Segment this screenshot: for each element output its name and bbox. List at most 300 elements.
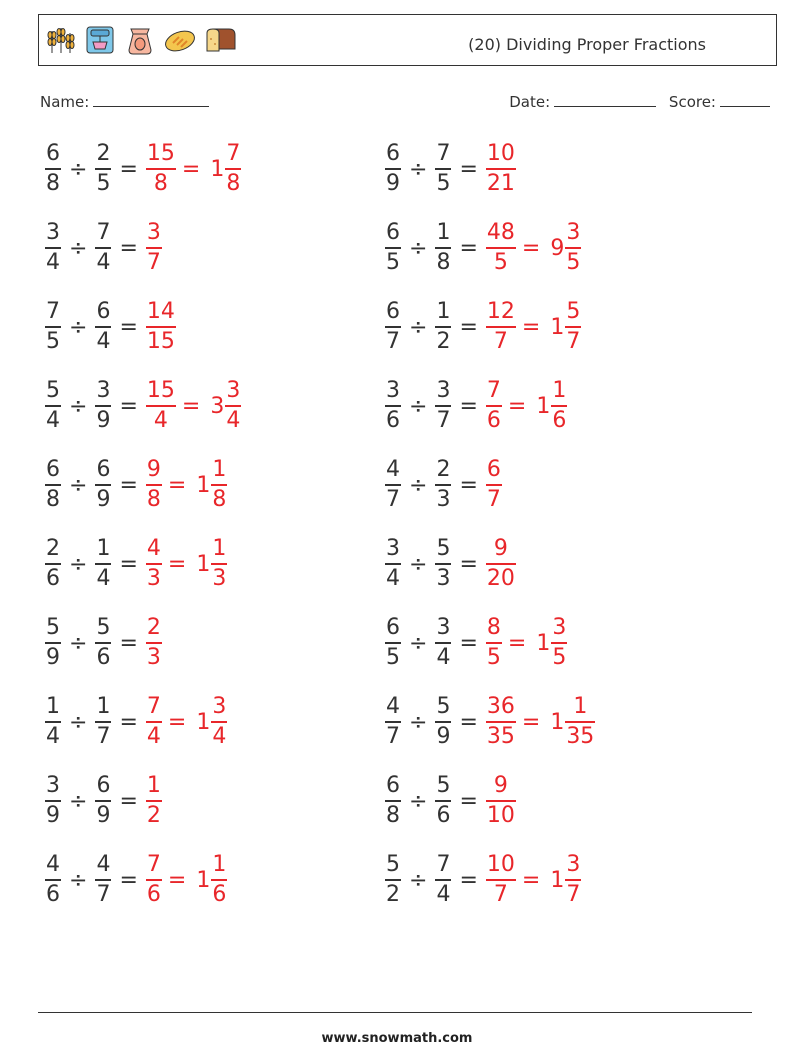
equals-sign: = — [459, 630, 478, 656]
denominator: 5 — [96, 170, 111, 196]
denominator: 8 — [146, 486, 161, 512]
equals-sign: = — [459, 551, 478, 577]
denominator: 7 — [96, 881, 111, 907]
numerator: 6 — [386, 299, 400, 325]
denominator: 9 — [96, 486, 111, 512]
denominator: 4 — [226, 407, 241, 433]
problem-item — [45, 454, 227, 516]
numerator: 2 — [146, 615, 161, 641]
bread-loaf-icon — [163, 23, 197, 57]
numerator: 3 — [436, 615, 451, 641]
equals-sign: = — [119, 314, 138, 340]
equals-sign: = — [167, 551, 187, 577]
divisor-fraction — [95, 854, 111, 906]
numerator: 4 — [46, 852, 60, 878]
numerator: 1 — [46, 694, 60, 720]
dividend-fraction — [45, 617, 61, 669]
divisor-fraction — [95, 617, 111, 669]
divisor-fraction — [95, 301, 111, 353]
equals-sign: = — [119, 235, 138, 261]
numerator: 3 — [46, 220, 60, 246]
problem-item — [385, 296, 581, 358]
problem-item — [385, 217, 581, 279]
divisor-fraction — [435, 617, 451, 669]
denominator: 35 — [566, 723, 595, 749]
denominator: 7 — [386, 723, 400, 749]
divide-sign: ÷ — [69, 314, 88, 340]
problem-item — [45, 770, 162, 832]
denominator: 4 — [386, 565, 400, 591]
score-label: Score: — [668, 93, 716, 111]
answer-fraction — [146, 380, 176, 432]
equals-sign: = — [459, 472, 478, 498]
numerator: 5 — [436, 536, 451, 562]
equals-sign: = — [119, 472, 138, 498]
dividend-fraction — [385, 617, 401, 669]
stand-mixer-icon — [83, 23, 117, 57]
numerator: 4 — [386, 694, 400, 720]
divide-sign: ÷ — [409, 630, 428, 656]
denominator: 4 — [46, 407, 60, 433]
divide-sign: ÷ — [409, 709, 428, 735]
answer — [486, 854, 581, 906]
numerator: 4 — [146, 536, 161, 562]
divisor-fraction — [435, 854, 451, 906]
numerator: 7 — [146, 694, 161, 720]
divisor-fraction — [95, 538, 111, 590]
dividend-fraction — [385, 854, 401, 906]
denominator: 7 — [146, 249, 161, 275]
footer-divider — [38, 1012, 752, 1013]
problem-item — [45, 849, 227, 911]
denominator: 4 — [46, 249, 60, 275]
denominator: 35 — [486, 723, 515, 749]
mixed-whole: 1 — [550, 709, 565, 735]
divide-sign: ÷ — [69, 709, 88, 735]
problem-item — [45, 612, 162, 674]
divisor-fraction — [435, 775, 451, 827]
denominator: 8 — [46, 170, 60, 196]
numerator: 5 — [566, 299, 581, 325]
denominator: 7 — [566, 881, 581, 907]
mixed-fraction — [565, 301, 581, 353]
divide-sign: ÷ — [69, 393, 88, 419]
denominator: 9 — [96, 802, 111, 828]
numerator: 7 — [436, 852, 451, 878]
denominator: 9 — [46, 644, 60, 670]
denominator: 2 — [386, 881, 400, 907]
mixed-whole: 9 — [550, 235, 565, 261]
numerator: 36 — [486, 694, 515, 720]
dividend-fraction — [385, 143, 401, 195]
equals-sign: = — [459, 393, 478, 419]
answer — [486, 459, 502, 511]
divisor-fraction — [435, 380, 451, 432]
denominator: 4 — [96, 328, 111, 354]
divide-sign: ÷ — [409, 551, 428, 577]
mixed-whole: 1 — [196, 709, 211, 735]
denominator: 3 — [212, 565, 227, 591]
denominator: 6 — [386, 407, 400, 433]
denominator: 6 — [46, 565, 60, 591]
equals-sign: = — [119, 551, 138, 577]
dividend-fraction — [45, 380, 61, 432]
divide-sign: ÷ — [409, 314, 428, 340]
mixed-fraction — [211, 538, 227, 590]
answer — [146, 301, 176, 353]
equals-sign: = — [119, 709, 138, 735]
numerator: 6 — [386, 220, 400, 246]
equals-sign: = — [167, 472, 187, 498]
divide-sign: ÷ — [409, 393, 428, 419]
denominator: 5 — [486, 644, 501, 670]
problem-item — [385, 533, 516, 595]
answer — [486, 617, 567, 669]
answer — [146, 538, 227, 590]
answer-fraction — [486, 301, 516, 353]
problem-item — [385, 375, 567, 437]
numerator: 3 — [552, 615, 567, 641]
divide-sign: ÷ — [69, 235, 88, 261]
answer-fraction — [486, 854, 516, 906]
denominator: 5 — [386, 644, 400, 670]
numerator: 1 — [212, 457, 227, 483]
answer-fraction — [146, 696, 162, 748]
numerator: 6 — [486, 457, 501, 483]
mixed-fraction — [551, 617, 567, 669]
footer-url: www.snowmath.com — [321, 1031, 473, 1046]
equals-sign: = — [119, 867, 138, 893]
mixed-fraction — [551, 380, 567, 432]
denominator: 8 — [436, 249, 451, 275]
numerator: 12 — [486, 299, 515, 325]
mixed-fraction — [565, 696, 595, 748]
dividend-fraction — [385, 696, 401, 748]
equals-sign: = — [167, 709, 187, 735]
equals-sign: = — [181, 156, 201, 182]
divide-sign: ÷ — [409, 788, 428, 814]
divisor-fraction — [95, 459, 111, 511]
wheat-icon — [43, 23, 77, 57]
answer — [146, 222, 162, 274]
numerator: 1 — [96, 536, 111, 562]
answer — [146, 143, 241, 195]
equals-sign: = — [459, 867, 478, 893]
equals-sign: = — [181, 393, 201, 419]
equals-sign: = — [119, 630, 138, 656]
numerator: 7 — [146, 852, 161, 878]
mixed-fraction — [565, 854, 581, 906]
dividend-fraction — [385, 459, 401, 511]
worksheet-header — [38, 14, 777, 66]
divisor-fraction — [435, 222, 451, 274]
equals-sign: = — [521, 314, 541, 340]
numerator: 3 — [212, 694, 227, 720]
numerator: 1 — [573, 694, 588, 720]
mixed-whole: 1 — [536, 630, 551, 656]
denominator: 8 — [212, 486, 227, 512]
mixed-fraction — [211, 696, 227, 748]
divide-sign: ÷ — [69, 472, 88, 498]
numerator: 2 — [436, 457, 451, 483]
denominator: 3 — [146, 644, 161, 670]
problem-item — [385, 138, 516, 200]
answer-fraction — [486, 538, 516, 590]
equals-sign: = — [119, 788, 138, 814]
dividend-fraction — [385, 222, 401, 274]
answer — [146, 775, 162, 827]
answer — [146, 617, 162, 669]
divisor-fraction — [435, 459, 451, 511]
numerator: 3 — [566, 220, 581, 246]
equals-sign: = — [507, 630, 527, 656]
dividend-fraction — [45, 538, 61, 590]
mixed-whole: 1 — [536, 393, 551, 419]
divisor-fraction — [95, 775, 111, 827]
numerator: 10 — [486, 852, 515, 878]
mixed-whole: 1 — [196, 472, 211, 498]
numerator: 15 — [146, 378, 175, 404]
denominator: 4 — [96, 249, 111, 275]
denominator: 4 — [96, 565, 111, 591]
equals-sign: = — [119, 156, 138, 182]
name-blank[interactable] — [93, 92, 209, 107]
dividend-fraction — [45, 775, 61, 827]
dividend-fraction — [45, 301, 61, 353]
denominator: 4 — [153, 407, 168, 433]
denominator: 9 — [46, 802, 60, 828]
answer — [486, 301, 581, 353]
date-label: Date: — [509, 93, 551, 111]
mixed-whole: 1 — [196, 551, 211, 577]
divisor-fraction — [435, 301, 451, 353]
answer — [486, 775, 516, 827]
numerator: 7 — [486, 378, 501, 404]
divide-sign: ÷ — [409, 867, 428, 893]
numerator: 14 — [146, 299, 175, 325]
mixed-whole: 1 — [550, 314, 565, 340]
denominator: 2 — [146, 802, 161, 828]
numerator: 6 — [386, 615, 400, 641]
problem-item — [385, 770, 516, 832]
divide-sign: ÷ — [69, 551, 88, 577]
denominator: 6 — [486, 407, 501, 433]
numerator: 3 — [566, 852, 581, 878]
numerator: 7 — [46, 299, 60, 325]
dividend-fraction — [385, 775, 401, 827]
denominator: 4 — [212, 723, 227, 749]
dividend-fraction — [385, 538, 401, 590]
answer-fraction — [146, 143, 176, 195]
denominator: 20 — [486, 565, 515, 591]
dividend-fraction — [45, 696, 61, 748]
answer-fraction — [146, 459, 162, 511]
problem-item — [45, 296, 176, 358]
denominator: 6 — [552, 407, 567, 433]
equals-sign: = — [459, 709, 478, 735]
denominator: 5 — [46, 328, 60, 354]
numerator: 7 — [226, 141, 241, 167]
numerator: 3 — [46, 773, 60, 799]
answer-fraction — [146, 222, 162, 274]
problem-item — [45, 533, 227, 595]
numerator: 7 — [96, 220, 111, 246]
denominator: 6 — [212, 881, 227, 907]
numerator: 15 — [146, 141, 175, 167]
numerator: 1 — [212, 852, 227, 878]
answer — [486, 696, 595, 748]
problem-item — [45, 375, 241, 437]
numerator: 6 — [386, 141, 400, 167]
numerator: 10 — [486, 141, 515, 167]
answer-fraction — [486, 617, 502, 669]
numerator: 3 — [226, 378, 241, 404]
denominator: 9 — [386, 170, 400, 196]
denominator: 3 — [436, 486, 451, 512]
numerator: 6 — [386, 773, 400, 799]
numerator: 2 — [46, 536, 60, 562]
numerator: 5 — [436, 773, 451, 799]
worksheet-title: (20) Dividing Proper Fractions — [468, 35, 706, 54]
numerator: 5 — [436, 694, 451, 720]
divisor-fraction — [435, 538, 451, 590]
problem-item — [45, 217, 162, 279]
divide-sign: ÷ — [409, 156, 428, 182]
divisor-fraction — [95, 222, 111, 274]
denominator: 6 — [46, 881, 60, 907]
denominator: 9 — [436, 723, 451, 749]
denominator: 10 — [486, 802, 515, 828]
divide-sign: ÷ — [409, 472, 428, 498]
dividend-fraction — [45, 222, 61, 274]
denominator: 7 — [493, 881, 508, 907]
numerator: 9 — [146, 457, 161, 483]
numerator: 9 — [493, 536, 508, 562]
numerator: 5 — [386, 852, 400, 878]
numerator: 6 — [46, 457, 60, 483]
answer — [146, 459, 227, 511]
denominator: 5 — [493, 249, 508, 275]
mixed-fraction — [225, 143, 241, 195]
mixed-whole: 1 — [196, 867, 211, 893]
denominator: 7 — [436, 407, 451, 433]
problem-item — [385, 454, 502, 516]
divide-sign: ÷ — [409, 235, 428, 261]
mixed-whole: 1 — [210, 156, 225, 182]
denominator: 5 — [566, 249, 581, 275]
denominator: 4 — [436, 644, 451, 670]
denominator: 7 — [566, 328, 581, 354]
answer-fraction — [146, 775, 162, 827]
problem-item — [45, 138, 241, 200]
name-label: Name: — [40, 93, 90, 111]
dividend-fraction — [385, 301, 401, 353]
equals-sign: = — [167, 867, 187, 893]
divide-sign: ÷ — [69, 630, 88, 656]
mixed-fraction — [211, 854, 227, 906]
numerator: 3 — [146, 220, 161, 246]
denominator: 2 — [436, 328, 451, 354]
divide-sign: ÷ — [69, 867, 88, 893]
numerator: 9 — [493, 773, 508, 799]
mixed-whole: 3 — [210, 393, 225, 419]
equals-sign: = — [521, 867, 541, 893]
numerator: 6 — [96, 457, 111, 483]
bread-slice-icon — [203, 23, 237, 57]
answer-fraction — [486, 380, 502, 432]
denominator: 21 — [486, 170, 515, 196]
equals-sign: = — [521, 235, 541, 261]
header-icons — [43, 23, 237, 57]
mixed-fraction — [211, 459, 227, 511]
denominator: 4 — [146, 723, 161, 749]
problem-item — [385, 612, 567, 674]
numerator: 5 — [96, 615, 111, 641]
date-score-fields — [509, 92, 770, 111]
answer-fraction — [486, 775, 516, 827]
equals-sign: = — [119, 393, 138, 419]
denominator: 6 — [96, 644, 111, 670]
denominator: 8 — [386, 802, 400, 828]
dividend-fraction — [385, 380, 401, 432]
denominator: 6 — [146, 881, 161, 907]
dividend-fraction — [45, 854, 61, 906]
divisor-fraction — [435, 696, 451, 748]
equals-sign: = — [521, 709, 541, 735]
answer — [486, 380, 567, 432]
numerator: 48 — [486, 220, 515, 246]
denominator: 5 — [552, 644, 567, 670]
divisor-fraction — [95, 696, 111, 748]
answer-fraction — [146, 538, 162, 590]
denominator: 8 — [46, 486, 60, 512]
denominator: 9 — [96, 407, 111, 433]
mixed-fraction — [565, 222, 581, 274]
numerator: 4 — [386, 457, 400, 483]
divide-sign: ÷ — [69, 788, 88, 814]
equals-sign: = — [459, 156, 478, 182]
numerator: 8 — [486, 615, 501, 641]
denominator: 4 — [436, 881, 451, 907]
numerator: 4 — [96, 852, 111, 878]
numerator: 6 — [96, 299, 111, 325]
numerator: 5 — [46, 378, 60, 404]
divide-sign: ÷ — [69, 156, 88, 182]
answer — [486, 538, 516, 590]
numerator: 2 — [96, 141, 111, 167]
answer — [486, 143, 516, 195]
equals-sign: = — [459, 314, 478, 340]
date-blank[interactable] — [554, 92, 656, 107]
score-blank[interactable] — [720, 92, 770, 107]
answer-fraction — [146, 301, 176, 353]
divisor-fraction — [95, 380, 111, 432]
numerator: 3 — [386, 536, 400, 562]
answer — [146, 380, 241, 432]
divisor-fraction — [95, 143, 111, 195]
denominator: 5 — [436, 170, 451, 196]
mixed-whole: 1 — [550, 867, 565, 893]
numerator: 3 — [386, 378, 400, 404]
answer — [486, 222, 581, 274]
answer — [146, 696, 227, 748]
dividend-fraction — [45, 459, 61, 511]
problem-item — [45, 691, 227, 753]
answer-fraction — [486, 696, 516, 748]
denominator: 8 — [226, 170, 241, 196]
mixed-fraction — [225, 380, 241, 432]
denominator: 7 — [493, 328, 508, 354]
